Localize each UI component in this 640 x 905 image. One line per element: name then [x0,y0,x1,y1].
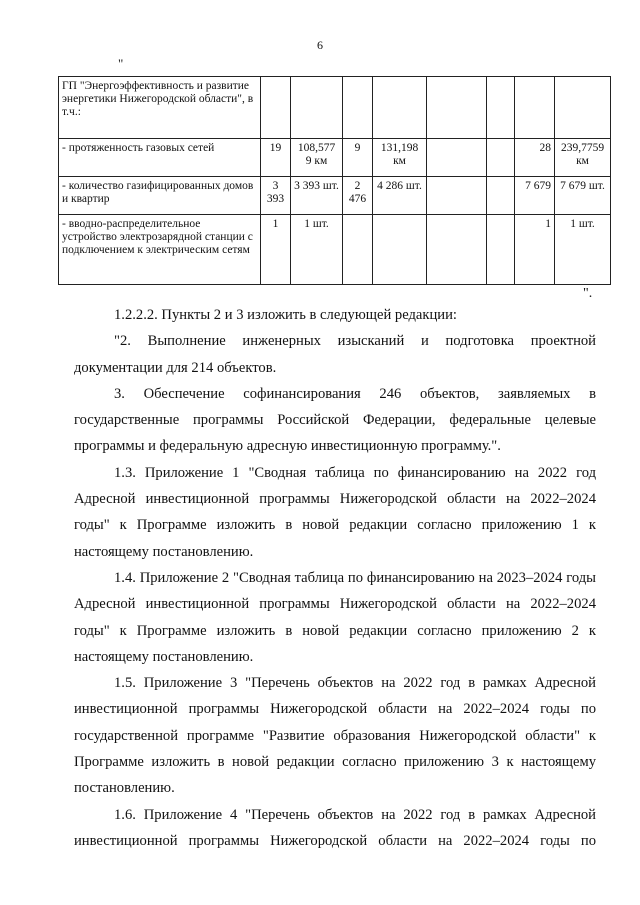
table-cell: 9 [343,139,373,177]
table-cell [427,77,487,139]
table-cell [487,215,515,285]
table-cell: 2 476 [343,177,373,215]
table-cell: 7 679 шт. [555,177,611,215]
table-cell: 3 393 шт. [291,177,343,215]
table-cell: 131,198 км [373,139,427,177]
table-cell [487,177,515,215]
table-row [59,215,611,285]
closing-quote-mark: ". [583,286,593,301]
table-cell: 19 [261,139,291,177]
table-cell: 1 шт. [555,215,611,285]
paragraph-1-4: 1.4. Приложение 2 "Сводная таблица по финансированию на 2023–2024 годы Адресной инвестиционной программы Нижегородской области на 2022–2024 годы" к Программе изложить в новой редакции согласно приложению 2 к настоящему постановлению. [74,569,596,665]
table-cell: 239,7759 км [555,139,611,177]
table-row [59,139,611,177]
row-name: - количество газифицированных домов и квартир [59,177,261,215]
table-row [59,177,611,215]
table-cell [487,77,515,139]
table-cell: 28 [515,139,555,177]
table-cell [427,177,487,215]
paragraph-item-2: "2. Выполнение инженерных изысканий и подготовка проектной документации для 214 объектов. [74,333,596,376]
row-name: ГП "Энергоэффективность и развитие энергетики Нижегородской области", в т.ч.: [59,77,261,139]
table-row [59,77,611,139]
page-number: 6 [317,38,323,52]
paragraph-1-2-2-2: 1.2.2.2. Пункты 2 и 3 изложить в следующей редакции: [114,307,457,323]
table-cell [343,77,373,139]
table-cell: 3 393 [261,177,291,215]
table-cell [515,77,555,139]
row-name: - вводно-распределительное устройство электрозарядной станции с подключением к электрическим сетям [59,215,261,285]
table-cell [555,77,611,139]
table-cell [291,77,343,139]
objects-table [58,76,611,285]
table-cell [373,77,427,139]
paragraph-item-3: 3. Обеспечение софинансирования 246 объектов, заявляемых в государственные программы Российской Федерации, федеральные целевые программы и федеральную адресную инвестиционную программу.". [74,385,596,455]
row-name: - протяженность газовых сетей [59,139,261,177]
table-cell [261,77,291,139]
document-body [74,302,596,854]
table-cell: 1 шт. [291,215,343,285]
table-cell [343,215,373,285]
paragraph-1-6: 1.6. Приложение 4 "Перечень объектов на 2022 год в рамках Адресной инвестиционной программы Нижегородской области на 2022–2024 годы по [74,806,596,849]
table-cell: 1 [515,215,555,285]
opening-quote-mark: " [118,56,124,71]
paragraph-1-3: 1.3. Приложение 1 "Сводная таблица по финансированию на 2022 год Адресной инвестиционной программы Нижегородской области на 2022–2024 годы" к Программе изложить в новой редакции согласно приложению 1 к настоящему постановлению. [74,464,596,560]
table-cell: 108,577 9 км [291,139,343,177]
table-cell [427,139,487,177]
table-cell: 7 679 [515,177,555,215]
table-cell [487,139,515,177]
table-cell [373,215,427,285]
table-cell: 4 286 шт. [373,177,427,215]
paragraph-1-5: 1.5. Приложение 3 "Перечень объектов на 2022 год в рамках Адресной инвестиционной программы Нижегородской области на 2022–2024 годы по государственной программе "Развитие образования Нижегородской области" к Программе изложить в новой редакции согласно приложению 3 к настоящему постановлению. [74,675,596,797]
table-cell [427,215,487,285]
table-cell: 1 [261,215,291,285]
